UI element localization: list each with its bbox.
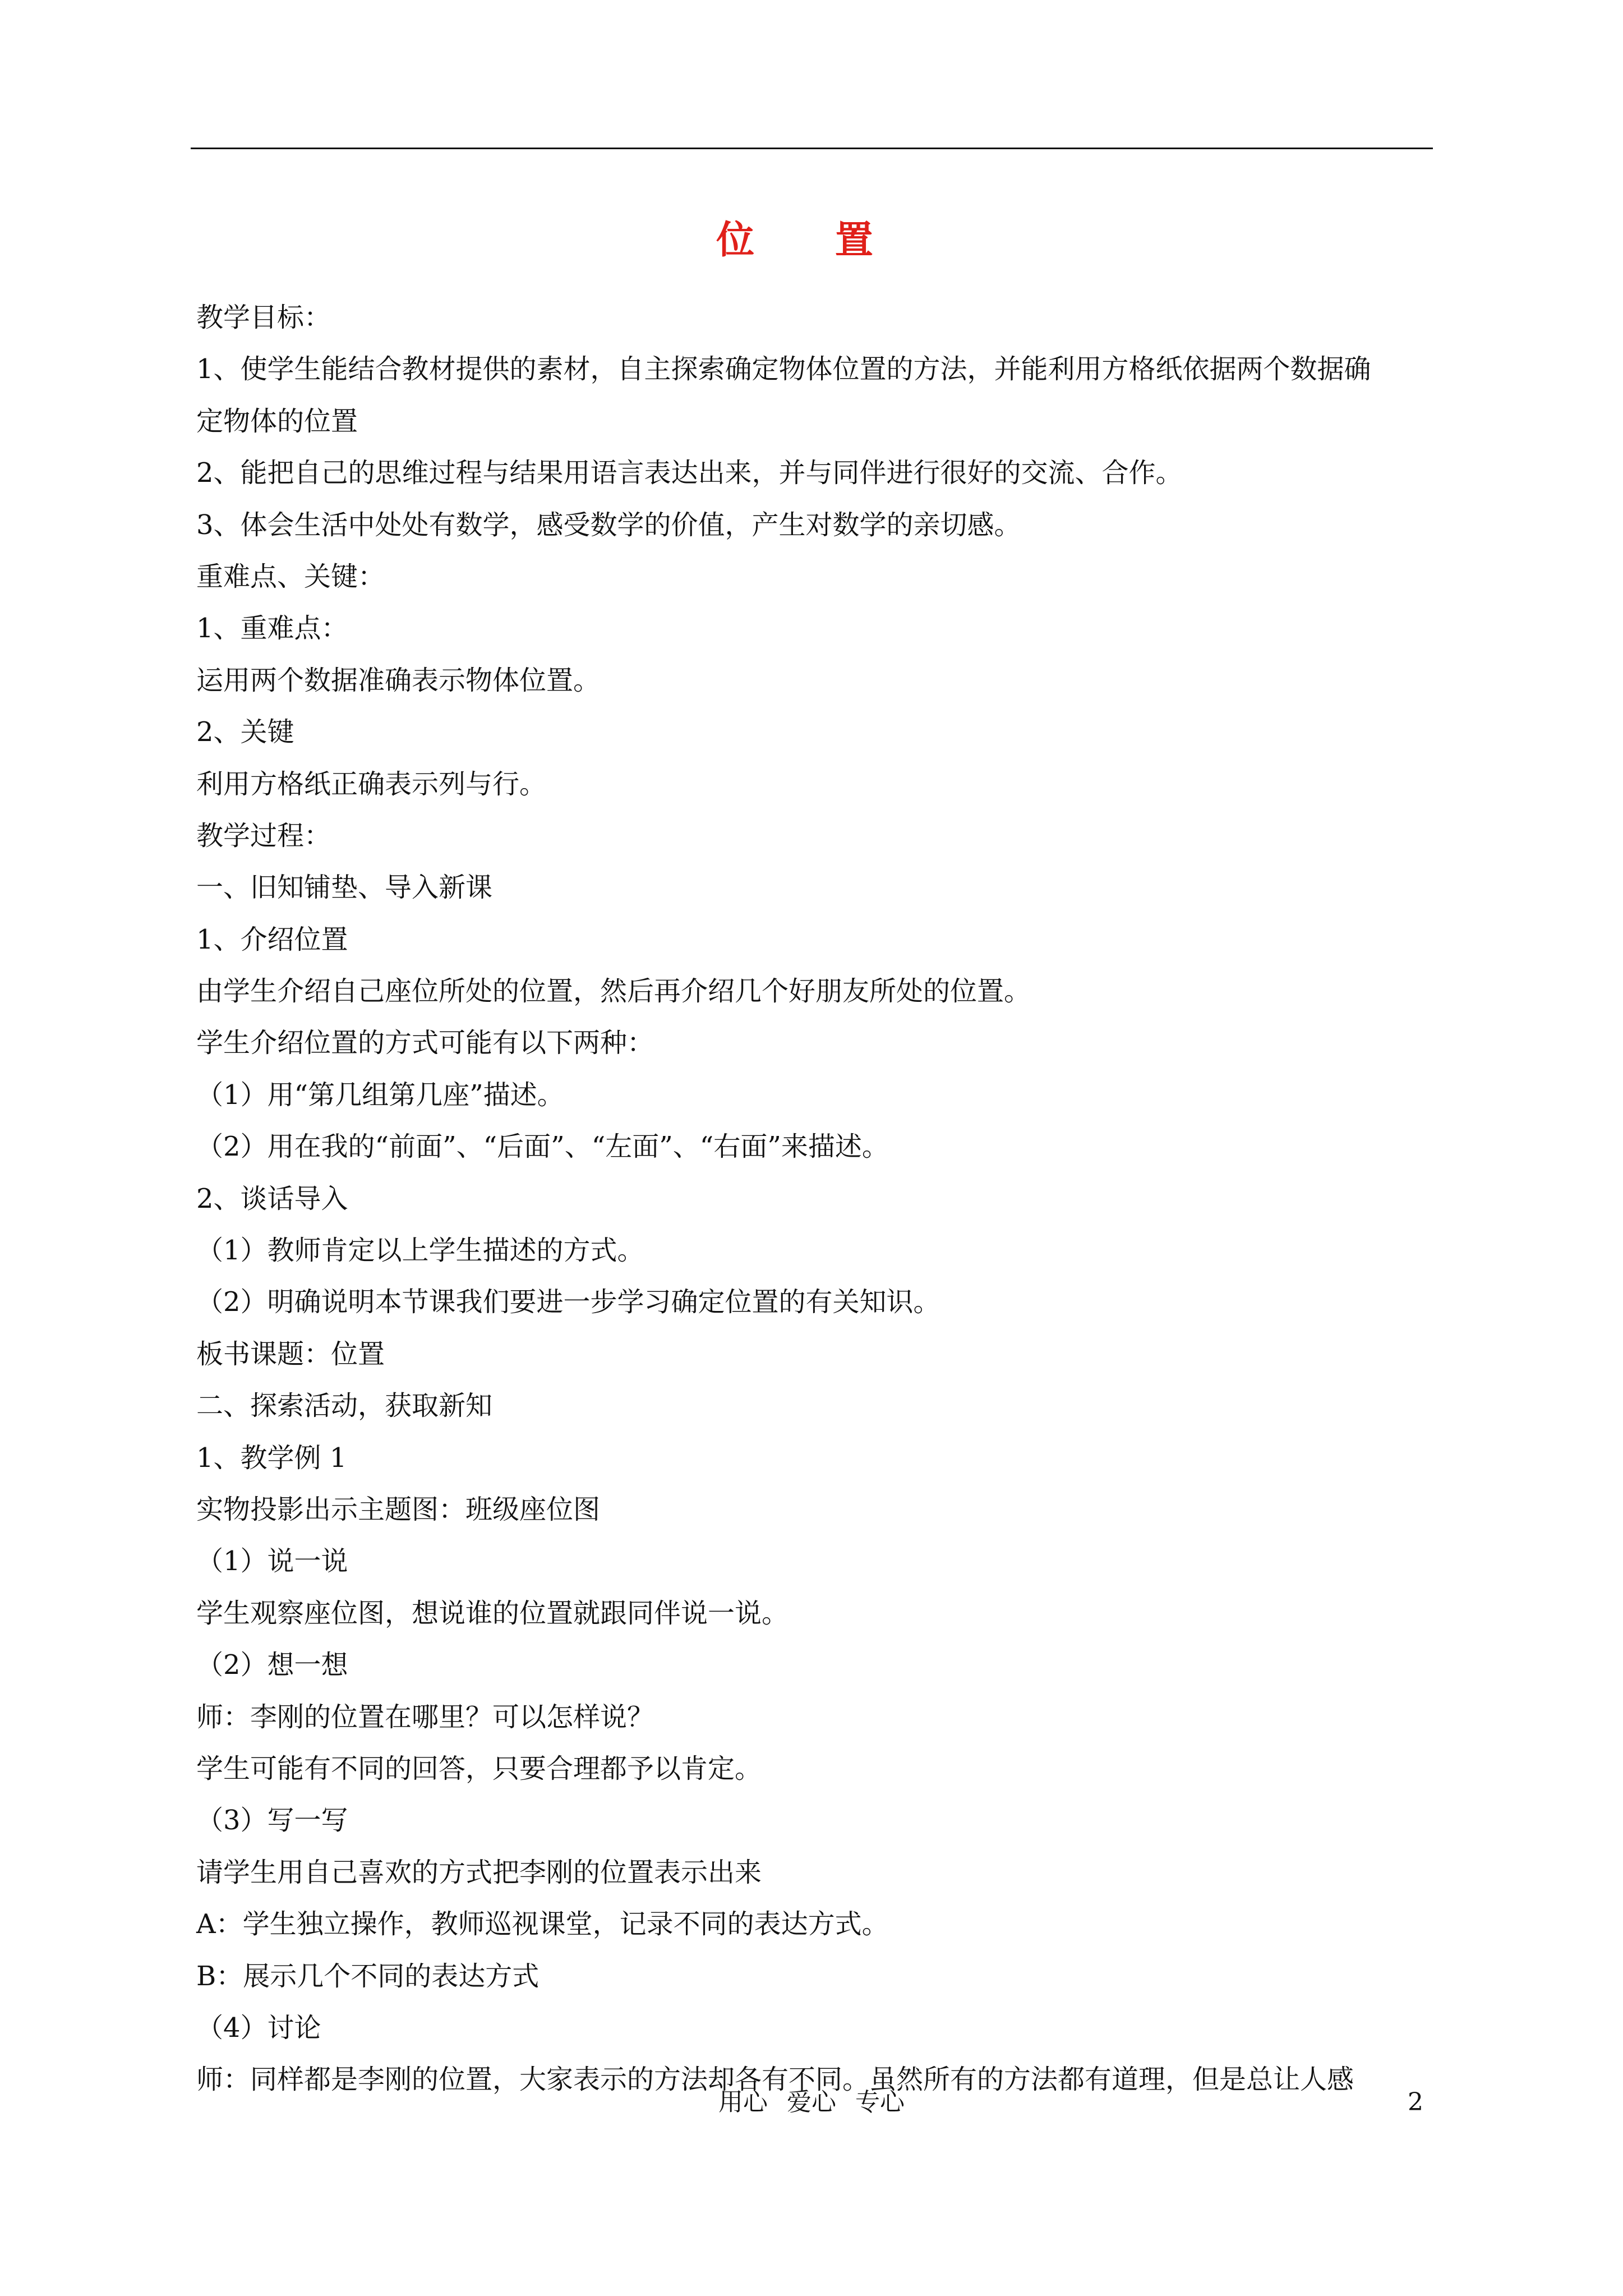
body-line: 学生可能有不同的回答，只要合理都予以肯定。 (196, 1752, 762, 1784)
body-line: 2、关键 (196, 716, 294, 748)
body-line: （1）教师肯定以上学生描述的方式。 (196, 1235, 644, 1267)
body-line: （1）用“第几组第几座”描述。 (196, 1079, 564, 1111)
body-line: 定物体的位置 (196, 405, 358, 437)
body-line: （4）讨论 (196, 2012, 321, 2044)
body-line: 请学生用自己喜欢的方式把李刚的位置表示出来 (196, 1856, 762, 1888)
document-title: 位 置 (716, 218, 907, 263)
document-body (196, 292, 1430, 2106)
body-line: （3）写一写 (196, 1805, 348, 1837)
body-line: 1、教学例 1 (196, 1442, 347, 1474)
body-line: A：学生独立操作，教师巡视课堂，记录不同的表达方式。 (196, 1908, 889, 1940)
header-rule (191, 148, 1433, 149)
body-line: 2、能把自己的思维过程与结果用语言表达出来，并与同伴进行很好的交流、合作。 (196, 457, 1183, 489)
body-line: 教学过程： (196, 820, 331, 852)
body-line: （1）说一说 (196, 1545, 348, 1577)
body-line: （2）想一想 (196, 1649, 348, 1681)
page-number: 2 (1408, 2088, 1423, 2116)
body-line: 学生观察座位图，想说谁的位置就跟同伴说一说。 (196, 1597, 789, 1629)
body-line: 师：同样都是李刚的位置，大家表示的方法却各有不同。虽然所有的方法都有道理，但是总让人感 (196, 2064, 1354, 2096)
body-line: 1、使学生能结合教材提供的素材，自主探索确定物体位置的方法，并能利用方格纸依据两个数据确 (196, 353, 1371, 385)
body-line: 3、体会生活中处处有数学，感受数学的价值，产生对数学的亲切感。 (196, 509, 1021, 541)
body-line: 一、旧知铺垫、导入新课 (196, 872, 493, 904)
body-line: 由学生介绍自己座位所处的位置，然后再介绍几个好朋友所处的位置。 (196, 976, 1031, 1007)
body-line: 1、介绍位置 (196, 923, 348, 955)
body-line: B：展示几个不同的表达方式 (196, 1960, 540, 1992)
body-line: 学生介绍位置的方式可能有以下两种： (196, 1027, 654, 1059)
body-line: 板书课题：位置 (196, 1338, 385, 1370)
body-line: 实物投影出示主题图：班级座位图 (196, 1493, 601, 1525)
body-line: 师：李刚的位置在哪里？可以怎样说？ (196, 1701, 654, 1733)
body-line: 1、重难点： (196, 613, 348, 645)
footer-motto: 用心 爱心 专心 (718, 2088, 905, 2116)
body-line: （2）明确说明本节课我们要进一步学习确定位置的有关知识。 (196, 1286, 940, 1318)
body-line: 运用两个数据准确表示物体位置。 (196, 664, 601, 696)
body-line: 教学目标： (196, 302, 331, 333)
body-line: 重难点、关键： (196, 560, 385, 592)
body-line: （2）用在我的“前面”、“后面”、“左面”、“右面”来描述。 (196, 1131, 889, 1163)
body-line: 二、探索活动，获取新知 (196, 1390, 493, 1422)
body-line: 利用方格纸正确表示列与行。 (196, 768, 547, 800)
body-line: 2、谈话导入 (196, 1182, 348, 1214)
